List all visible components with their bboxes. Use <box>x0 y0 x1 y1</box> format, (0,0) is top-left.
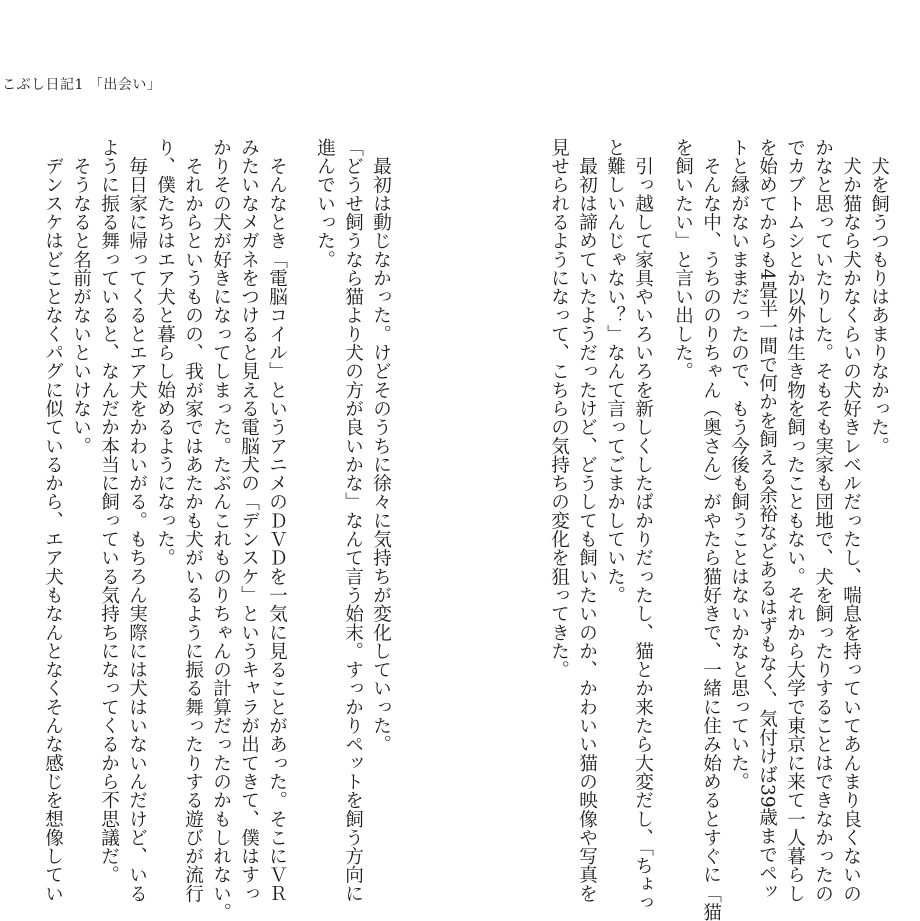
text-line: 最初は諦めていたようだったけど、どうしても飼いたいのか、かわいい猫の映像や写真を <box>576 138 598 903</box>
text-line: り、僕たちはエア犬と暮らし始めるようになった。 <box>154 138 176 567</box>
text-line: かなと思っていたりした。そもそも実家も団地で、犬を飼ったりすることはできなかったの <box>812 138 834 903</box>
text-line: 毎日家に帰ってくるとエア犬をかわいがる。もちろん実際には犬はいないんだけど、いる <box>126 138 148 903</box>
text-line: 引っ越して家具やいろいろを新しくしたばかりだったし、猫とか来たら大変だし、「ちょっ <box>632 138 654 912</box>
text-line: でカブトムシとか以外は生き物を飼ったこともない。それから大学で東京に来て一人暮らし <box>784 138 806 903</box>
text-line: ように振る舞っていると、なんだか本当に飼っている気持ちになってくるから不思議だ。 <box>98 138 120 884</box>
text-line: 最初は動じなかった。けどそのうちに徐々に気持ちが変化していった。 <box>370 138 392 754</box>
text-line: 「どうせ飼うなら猫より犬の方が良いかな」なんて言う始末。すっかりペットを飼う方向に <box>342 138 364 903</box>
text-line: を始めてからも4畳半一間で何かを飼える余裕などあるはずもなく、気付けば39歳までペッ <box>756 138 778 901</box>
text-line: を飼いたい」と言い出した。 <box>672 138 694 381</box>
text-line: そんな中、うちののりちゃん（奥さん）がやたら猫好きで、一緒に住み始めるとすぐに「猫 <box>700 138 722 921</box>
text-line: 見せられるようになって、こちらの気持ちの変化を狙ってきた。 <box>548 138 570 679</box>
text-line: それからというものの、我が家ではあたかも犬がいるように振る舞ったりする遊びが流行 <box>182 138 204 903</box>
text-line: トと縁がないままだったので、もう今後も飼うことはないかなと思っていた。 <box>728 138 750 791</box>
text-line: 進んでいった。 <box>314 138 336 269</box>
text-line: そうなると名前がないといけない。 <box>70 138 92 456</box>
text-line: と難しいんじゃない？」なんて言ってごまかしていた。 <box>604 138 626 605</box>
chapter-header: こぶし日記1 「出会い」 <box>2 77 162 93</box>
text-line: かりその犬が好きになってしまった。たぶんこれものりちゃんの計算だったのかもしれない。 <box>210 138 232 921</box>
text-line: そんなとき「電脳コイル」というアニメのＤＶＤを一気に見ることがあった。そこにＶＲ <box>266 138 288 903</box>
text-line: デンスケはどことなくパグに似ているから、エア犬もなんとなくそんな感じを想像してい <box>42 138 64 903</box>
text-line: みたいなメガネをつけると見える電脳犬の「デンスケ」というキャラが出てきて、僕はすっ <box>238 138 260 903</box>
text-line: 犬を飼うつもりはあまりなかった。 <box>868 138 890 456</box>
text-line: 犬か猫なら犬かなくらいの犬好きレベルだったし、喘息を持っていてあんまり良くないの <box>840 138 862 903</box>
